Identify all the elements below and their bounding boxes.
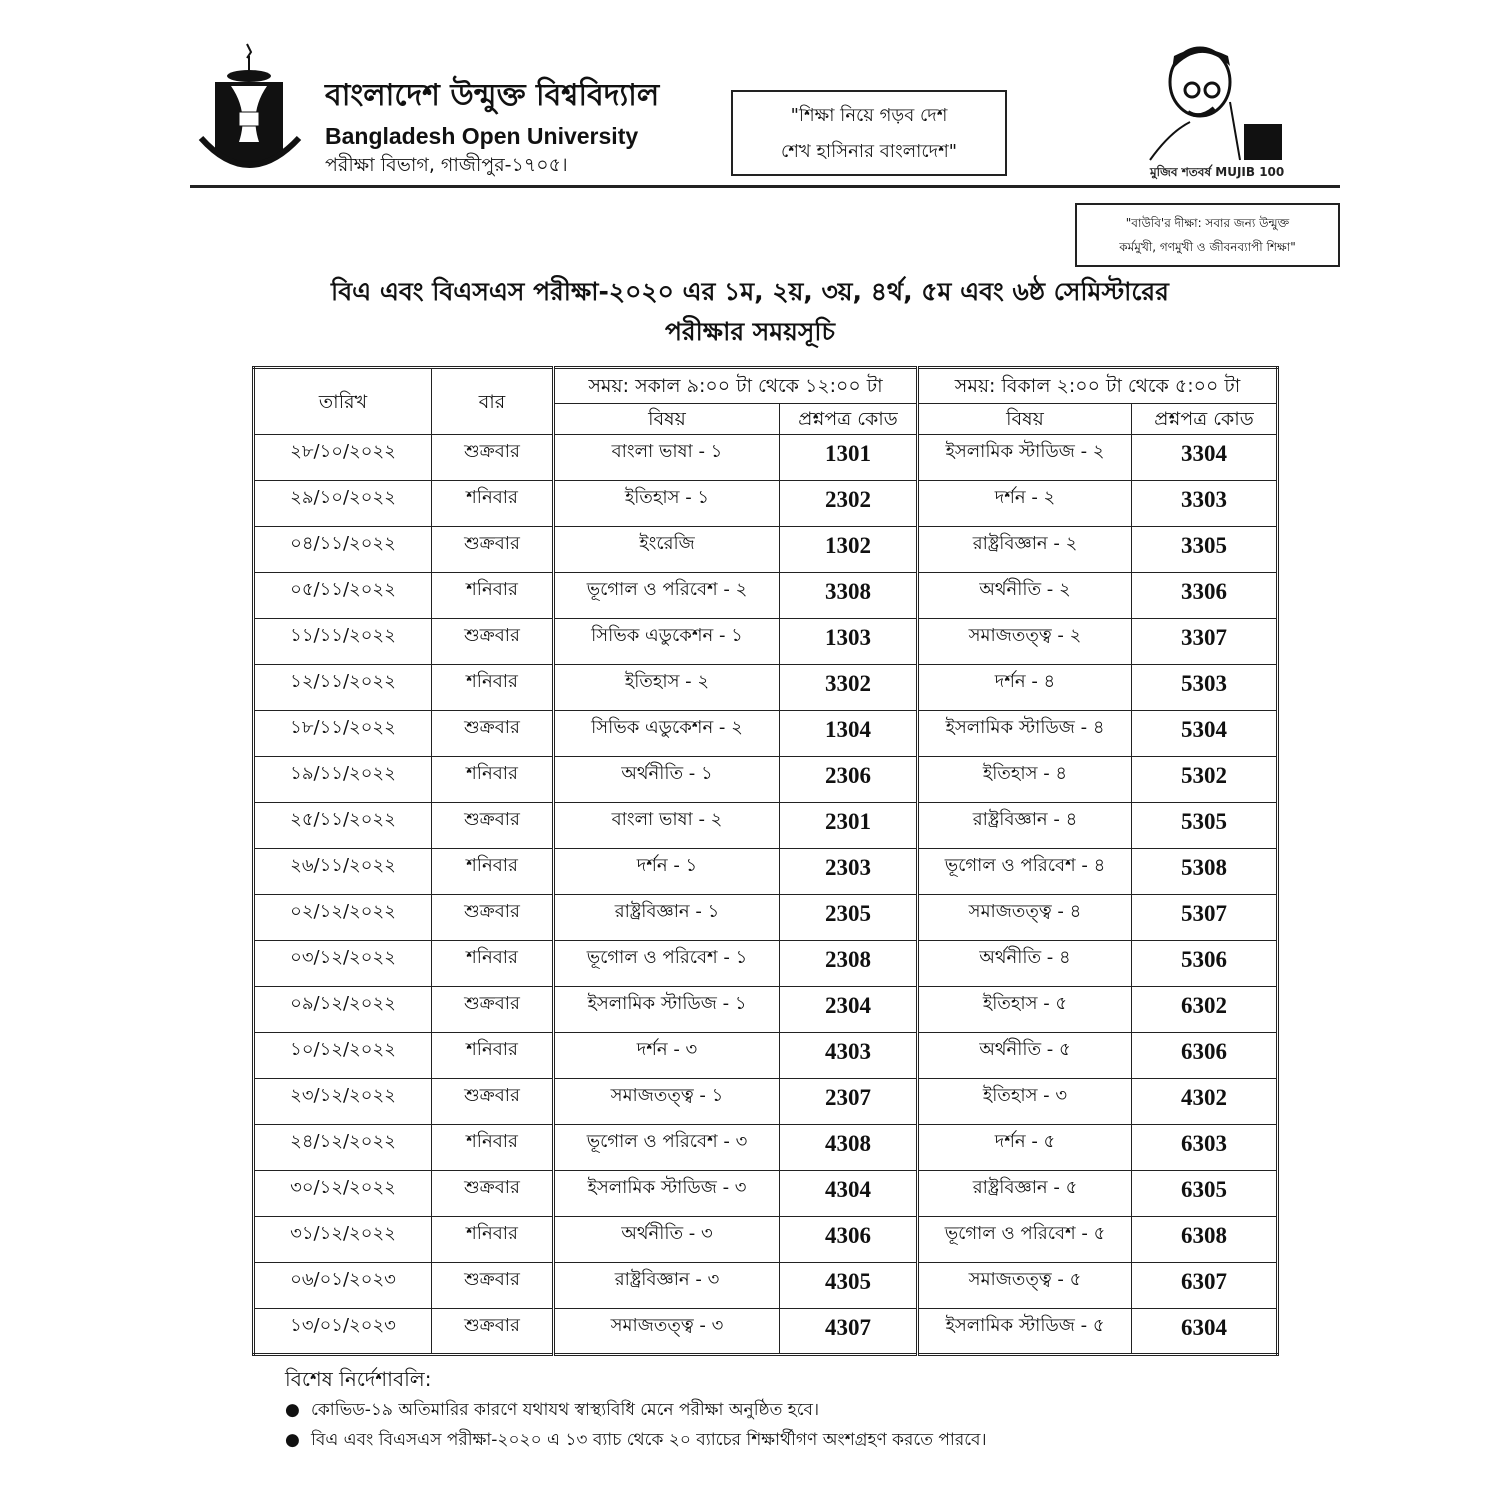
- cell-afternoon-subject: অর্থনীতি - ৪: [918, 941, 1132, 987]
- cell-morning-code: 2304: [780, 987, 918, 1033]
- mujib-100-logo: [1140, 42, 1315, 162]
- cell-date: ০৩/১২/২০২২: [254, 941, 432, 987]
- table-row: [254, 1217, 1278, 1263]
- table-row: [254, 711, 1278, 757]
- cell-date: ১১/১১/২০২২: [254, 619, 432, 665]
- cell-afternoon-code: 5305: [1132, 803, 1278, 849]
- cell-day: শুক্রবার: [432, 435, 554, 481]
- cell-afternoon-code: 6308: [1132, 1217, 1278, 1263]
- cell-date: ২৫/১১/২০২২: [254, 803, 432, 849]
- document-subtitle: পরীক্ষার সময়সূচি: [664, 317, 836, 346]
- cell-day: শুক্রবার: [432, 895, 554, 941]
- cell-afternoon-subject: রাষ্ট্রবিজ্ঞান - ২: [918, 527, 1132, 573]
- notes-heading: বিশেষ নির্দেশাবলি:: [285, 1367, 432, 1391]
- cell-morning-subject: সমাজতত্ত্ব - ৩: [554, 1309, 780, 1355]
- cell-date: ০২/১২/২০২২: [254, 895, 432, 941]
- cell-afternoon-code: 3307: [1132, 619, 1278, 665]
- cell-morning-code: 1302: [780, 527, 918, 573]
- cell-afternoon-code: 5308: [1132, 849, 1278, 895]
- cell-morning-code: 2308: [780, 941, 918, 987]
- table-row: [254, 757, 1278, 803]
- table-row: [254, 1263, 1278, 1309]
- cell-morning-code: 2307: [780, 1079, 918, 1125]
- motto-line: "বাউবি'র দীক্ষা: সবার জন্য উন্মুক্ত: [1125, 216, 1290, 230]
- cell-morning-subject: ইতিহাস - ২: [554, 665, 780, 711]
- cell-day: শনিবার: [432, 757, 554, 803]
- cell-date: ২৮/১০/২০২২: [254, 435, 432, 481]
- table-row: [254, 665, 1278, 711]
- cell-date: ১৮/১১/২০২২: [254, 711, 432, 757]
- table-row: [254, 849, 1278, 895]
- cell-afternoon-code: 6306: [1132, 1033, 1278, 1079]
- slogan-line: "শিক্ষা নিয়ে গড়ব দেশ: [790, 105, 948, 126]
- cell-morning-subject: ভূগোল ও পরিবেশ - ৩: [554, 1125, 780, 1171]
- cell-afternoon-subject: দর্শন - ২: [918, 481, 1132, 527]
- main-content: [252, 366, 1276, 1458]
- cell-day: শনিবার: [432, 849, 554, 895]
- cell-date: ১২/১১/২০২২: [254, 665, 432, 711]
- cell-morning-subject: সিভিক এডুকেশন - ১: [554, 619, 780, 665]
- cell-day: শুক্রবার: [432, 1263, 554, 1309]
- cell-morning-code: 4303: [780, 1033, 918, 1079]
- header-afternoon-subject: বিষয়: [918, 404, 1132, 435]
- department-address: পরীক্ষা বিভাগ, গাজীপুর-১৭০৫।: [325, 154, 568, 176]
- cell-date: ২৩/১২/২০২২: [254, 1079, 432, 1125]
- cell-afternoon-code: 3305: [1132, 527, 1278, 573]
- cell-day: শুক্রবার: [432, 987, 554, 1033]
- cell-date: ২৬/১১/২০২২: [254, 849, 432, 895]
- cell-afternoon-subject: সমাজতত্ত্ব - ৫: [918, 1263, 1132, 1309]
- table-row: [254, 1079, 1278, 1125]
- cell-afternoon-subject: সমাজতত্ত্ব - ৪: [918, 895, 1132, 941]
- cell-afternoon-subject: ভূগোল ও পরিবেশ - ৪: [918, 849, 1132, 895]
- cell-date: ০৪/১১/২০২২: [254, 527, 432, 573]
- university-logo: [195, 42, 305, 182]
- cell-morning-subject: বাংলা ভাষা - ২: [554, 803, 780, 849]
- cell-date: ৩০/১২/২০২২: [254, 1171, 432, 1217]
- mujib-100-logo-text: মুজিব শতবর্ষ MUJIB 100: [1150, 165, 1285, 179]
- cell-afternoon-subject: ইতিহাস - ৩: [918, 1079, 1132, 1125]
- cell-day: শুক্রবার: [432, 1079, 554, 1125]
- cell-afternoon-subject: ইতিহাস - ৪: [918, 757, 1132, 803]
- cell-date: ০৯/১২/২০২২: [254, 987, 432, 1033]
- cell-afternoon-subject: দর্শন - ৪: [918, 665, 1132, 711]
- cell-day: শুক্রবার: [432, 527, 554, 573]
- cell-morning-subject: বাংলা ভাষা - ১: [554, 435, 780, 481]
- cell-afternoon-code: 3303: [1132, 481, 1278, 527]
- cell-morning-code: 1301: [780, 435, 918, 481]
- cell-afternoon-subject: অর্থনীতি - ২: [918, 573, 1132, 619]
- table-row: [254, 895, 1278, 941]
- table-row: [254, 1125, 1278, 1171]
- exam-schedule-table: [252, 366, 1279, 1356]
- header-morning-session: সময়: সকাল ৯:০০ টা থেকে ১২:০০ টা: [554, 368, 918, 404]
- cell-afternoon-subject: ইসলামিক স্টাডিজ - ৪: [918, 711, 1132, 757]
- slogan-box: [731, 90, 1007, 176]
- cell-afternoon-subject: রাষ্ট্রবিজ্ঞান - ৫: [918, 1171, 1132, 1217]
- cell-morning-code: 1304: [780, 711, 918, 757]
- cell-morning-code: 4308: [780, 1125, 918, 1171]
- document-title: বিএ এবং বিএসএস পরীক্ষা-২০২০ এর ১ম, ২য়, ৩য়, ৪র্থ, ৫ম এবং ৬ষ্ঠ সেমিস্টারের: [331, 277, 1169, 306]
- cell-afternoon-code: 5303: [1132, 665, 1278, 711]
- university-name-english: Bangladesh Open University: [325, 123, 639, 149]
- note-text: কোভিড-১৯ অতিমারির কারণে যথাযথ স্বাস্থ্যবিধি মেনে পরীক্ষা অনুষ্ঠিত হবে।: [311, 1400, 820, 1420]
- table-row: [254, 1309, 1278, 1355]
- header-divider: [190, 185, 1340, 188]
- cell-afternoon-code: 3306: [1132, 573, 1278, 619]
- cell-afternoon-subject: দর্শন - ৫: [918, 1125, 1132, 1171]
- cell-afternoon-code: 5304: [1132, 711, 1278, 757]
- cell-morning-subject: ইংরেজি: [554, 527, 780, 573]
- cell-day: শুক্রবার: [432, 711, 554, 757]
- cell-afternoon-code: 6307: [1132, 1263, 1278, 1309]
- header-afternoon-session: সময়: বিকাল ২:০০ টা থেকে ৫:০০ টা: [918, 368, 1278, 404]
- header-morning-subject: বিষয়: [554, 404, 780, 435]
- cell-morning-subject: দর্শন - ১: [554, 849, 780, 895]
- table-row: [254, 481, 1278, 527]
- cell-morning-subject: ইতিহাস - ১: [554, 481, 780, 527]
- cell-date: ২৯/১০/২০২২: [254, 481, 432, 527]
- cell-afternoon-code: 6303: [1132, 1125, 1278, 1171]
- table-row: [254, 619, 1278, 665]
- bullet-icon: ●: [285, 1400, 300, 1420]
- header-morning-code: প্রশ্নপত্র কোড: [780, 404, 918, 435]
- cell-day: শনিবার: [432, 1033, 554, 1079]
- cell-day: শনিবার: [432, 481, 554, 527]
- cell-morning-subject: রাষ্ট্রবিজ্ঞান - ৩: [554, 1263, 780, 1309]
- university-name-bangla: বাংলাদেশ উন্মুক্ত বিশ্ববিদ্যাল: [325, 78, 660, 113]
- cell-morning-subject: রাষ্ট্রবিজ্ঞান - ১: [554, 895, 780, 941]
- note-item: [285, 1428, 1276, 1452]
- table-row: [254, 803, 1278, 849]
- cell-day: শনিবার: [432, 941, 554, 987]
- table-row: [254, 435, 1278, 481]
- motto-line: কর্মমুখী, গণমুখী ও জীবনব্যাপী শিক্ষা": [1119, 240, 1296, 254]
- cell-afternoon-subject: ইতিহাস - ৫: [918, 987, 1132, 1033]
- cell-morning-code: 4305: [780, 1263, 918, 1309]
- cell-date: ৩১/১২/২০২২: [254, 1217, 432, 1263]
- note-text: বিএ এবং বিএসএস পরীক্ষা-২০২০ এ ১৩ ব্যাচ থেকে ২০ ব্যাচের শিক্ষার্থীগণ অংশগ্রহণ করতে পারবে।: [311, 1430, 987, 1450]
- cell-date: ১০/১২/২০২২: [254, 1033, 432, 1079]
- cell-morning-code: 2305: [780, 895, 918, 941]
- header-day: বার: [432, 368, 554, 435]
- header-date: তারিখ: [254, 368, 432, 435]
- cell-afternoon-code: 6304: [1132, 1309, 1278, 1355]
- table-row: [254, 573, 1278, 619]
- cell-morning-code: 2301: [780, 803, 918, 849]
- cell-date: ১৩/০১/২০২৩: [254, 1309, 432, 1355]
- cell-morning-code: 2303: [780, 849, 918, 895]
- bullet-icon: ●: [285, 1430, 300, 1450]
- cell-morning-code: 4306: [780, 1217, 918, 1263]
- cell-morning-subject: সমাজতত্ত্ব - ১: [554, 1079, 780, 1125]
- cell-day: শনিবার: [432, 665, 554, 711]
- cell-afternoon-code: 5302: [1132, 757, 1278, 803]
- cell-day: শনিবার: [432, 1217, 554, 1263]
- table-row: [254, 941, 1278, 987]
- header-afternoon-code: প্রশ্নপত্র কোড: [1132, 404, 1278, 435]
- table-row: [254, 527, 1278, 573]
- cell-morning-subject: সিভিক এডুকেশন - ২: [554, 711, 780, 757]
- cell-afternoon-subject: ইসলামিক স্টাডিজ - ২: [918, 435, 1132, 481]
- cell-morning-subject: ভূগোল ও পরিবেশ - ২: [554, 573, 780, 619]
- cell-afternoon-subject: সমাজতত্ত্ব - ২: [918, 619, 1132, 665]
- cell-day: শুক্রবার: [432, 619, 554, 665]
- cell-afternoon-code: 3304: [1132, 435, 1278, 481]
- cell-afternoon-code: 6302: [1132, 987, 1278, 1033]
- cell-morning-code: 4307: [780, 1309, 918, 1355]
- cell-morning-code: 2302: [780, 481, 918, 527]
- table-row: [254, 1033, 1278, 1079]
- cell-afternoon-code: 5306: [1132, 941, 1278, 987]
- cell-morning-code: 1303: [780, 619, 918, 665]
- cell-morning-subject: অর্থনীতি - ৩: [554, 1217, 780, 1263]
- cell-morning-subject: দর্শন - ৩: [554, 1033, 780, 1079]
- cell-morning-subject: ইসলামিক স্টাডিজ - ১: [554, 987, 780, 1033]
- cell-morning-code: 2306: [780, 757, 918, 803]
- cell-morning-subject: ইসলামিক স্টাডিজ - ৩: [554, 1171, 780, 1217]
- table-row: [254, 987, 1278, 1033]
- cell-day: শুক্রবার: [432, 1171, 554, 1217]
- cell-day: শনিবার: [432, 573, 554, 619]
- cell-morning-subject: ভূগোল ও পরিবেশ - ১: [554, 941, 780, 987]
- cell-afternoon-code: 4302: [1132, 1079, 1278, 1125]
- cell-morning-code: 4304: [780, 1171, 918, 1217]
- special-instructions: [285, 1366, 1276, 1452]
- cell-day: শনিবার: [432, 1125, 554, 1171]
- cell-afternoon-subject: ভূগোল ও পরিবেশ - ৫: [918, 1217, 1132, 1263]
- cell-afternoon-code: 6305: [1132, 1171, 1278, 1217]
- cell-day: শুক্রবার: [432, 1309, 554, 1355]
- cell-date: ০৫/১১/২০২২: [254, 573, 432, 619]
- cell-morning-code: 3302: [780, 665, 918, 711]
- table-row: [254, 1171, 1278, 1217]
- motto-box: [1075, 203, 1340, 267]
- cell-date: ২৪/১২/২০২২: [254, 1125, 432, 1171]
- cell-afternoon-subject: অর্থনীতি - ৫: [918, 1033, 1132, 1079]
- cell-afternoon-subject: ইসলামিক স্টাডিজ - ৫: [918, 1309, 1132, 1355]
- cell-date: ০৬/০১/২০২৩: [254, 1263, 432, 1309]
- cell-morning-subject: অর্থনীতি - ১: [554, 757, 780, 803]
- cell-afternoon-code: 5307: [1132, 895, 1278, 941]
- slogan-line: শেখ হাসিনার বাংলাদেশ": [780, 141, 958, 162]
- cell-afternoon-subject: রাষ্ট্রবিজ্ঞান - ৪: [918, 803, 1132, 849]
- cell-day: শুক্রবার: [432, 803, 554, 849]
- cell-morning-code: 3308: [780, 573, 918, 619]
- cell-date: ১৯/১১/২০২২: [254, 757, 432, 803]
- note-item: [285, 1398, 1276, 1422]
